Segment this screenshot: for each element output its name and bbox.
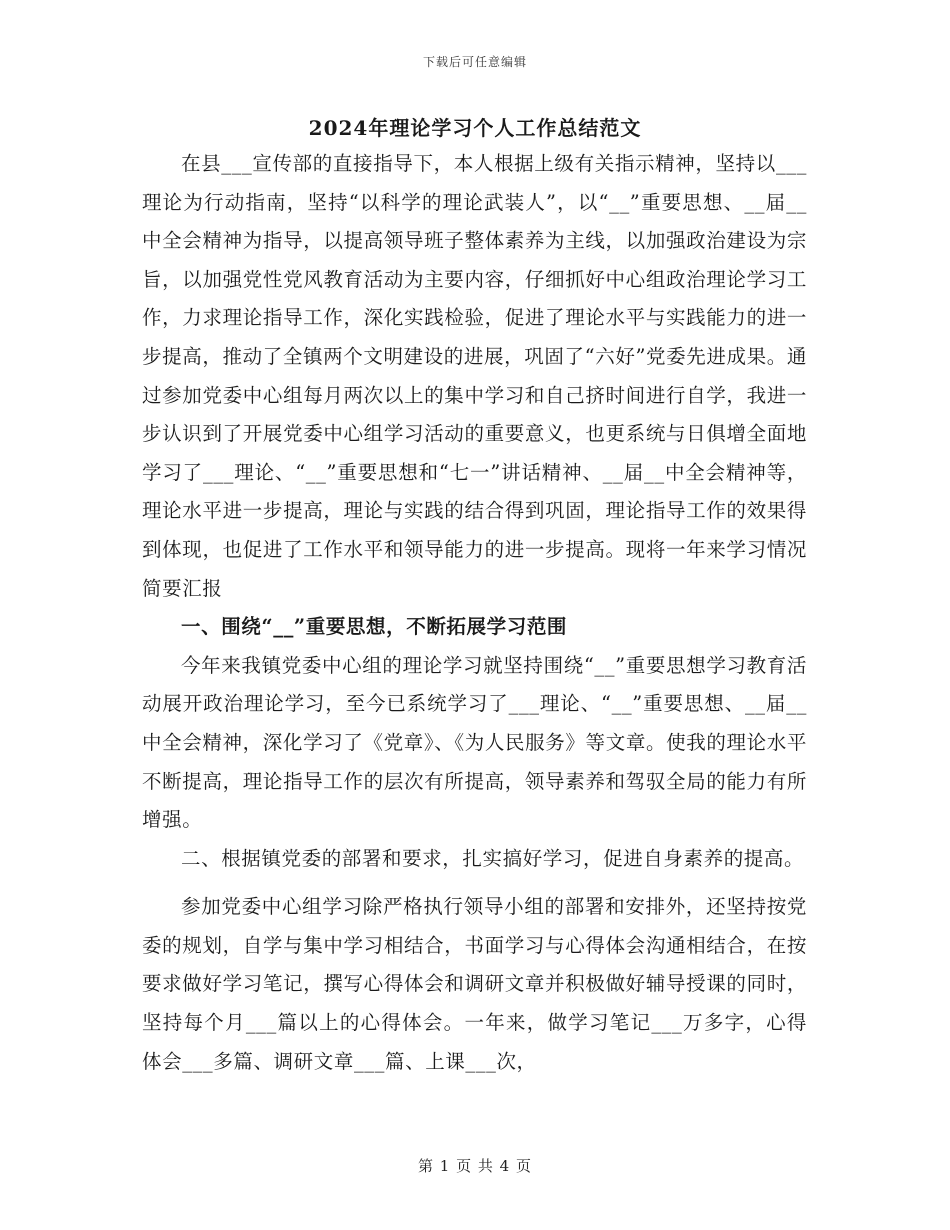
- header-note: 下载后可任意编辑: [422, 55, 527, 69]
- document-body: [142, 145, 807, 1081]
- paragraph-section-2: 参加党委中心组学习除严格执行领导小组的部署和安排外，还坚持按党委的规划，自学与集中学习相结合，书面学习与心得体会沟通相结合，在按要求做好学习笔记，撰写心得体会和调研文章并积极做好辅导授课的同时，坚持每个月___篇以上的心得体会。一年来，做学习笔记___万多字，心得体会___多篇、调研文章___篇、上课___次，: [142, 895, 807, 1073]
- page-number: 第 1 页 共 4 页: [418, 1157, 532, 1175]
- document-title: 2024年理论学习个人工作总结范文: [308, 116, 642, 140]
- paragraph-section-2-heading: 二、根据镇党委的部署和要求，扎实搞好学习，促进自身素养的提高。: [181, 846, 805, 870]
- paragraph-intro: 在县___宣传部的直接指导下，本人根据上级有关指示精神，坚持以___理论为行动指南，坚持“以科学的理论武装人”，以“__”重要思想、__届__中全会精神为指导，以提高领导班子整体素养为主线，以加强政治建设为宗旨，以加强党性党风教育活动为主要内容，仔细抓好中心组政治理论学习工作，力求理论指导工作，深化实践检验，促进了理论水平与实践能力的进一步提高，推动了全镇两个文明建设的进展，巩固了“六好”党委先进成果。通过参加党委中心组每月两次以上的集中学习和自己挤时间进行自学，我进一步认识到了开展党委中心组学习活动的重要意义，也更系统与日俱增全面地学习了___理论、“__”重要思想和“七一”讲话精神、__届__中全会精神等，理论水平进一步提高，理论与实践的结合得到巩固，理论指导工作的效果得到体现，也促进了工作水平和领导能力的进一步提高。现将一年来学习情况简要汇报: [142, 152, 807, 600]
- paragraph-section-1: 今年来我镇党委中心组的理论学习就坚持围绕“__”重要思想学习教育活动展开政治理论学习，至今已系统学习了___理论、“__”重要思想、__届__中全会精神，深化学习了《党章》、《为人民服务》等文章。使我的理论水平不断提高，理论指导工作的层次有所提高，领导素养和驾驭全局的能力有所增强。: [142, 653, 807, 832]
- paragraph-gap: [142, 878, 807, 888]
- section-heading-1: 一、围绕“__”重要思想，不断拓展学习范围: [181, 615, 568, 639]
